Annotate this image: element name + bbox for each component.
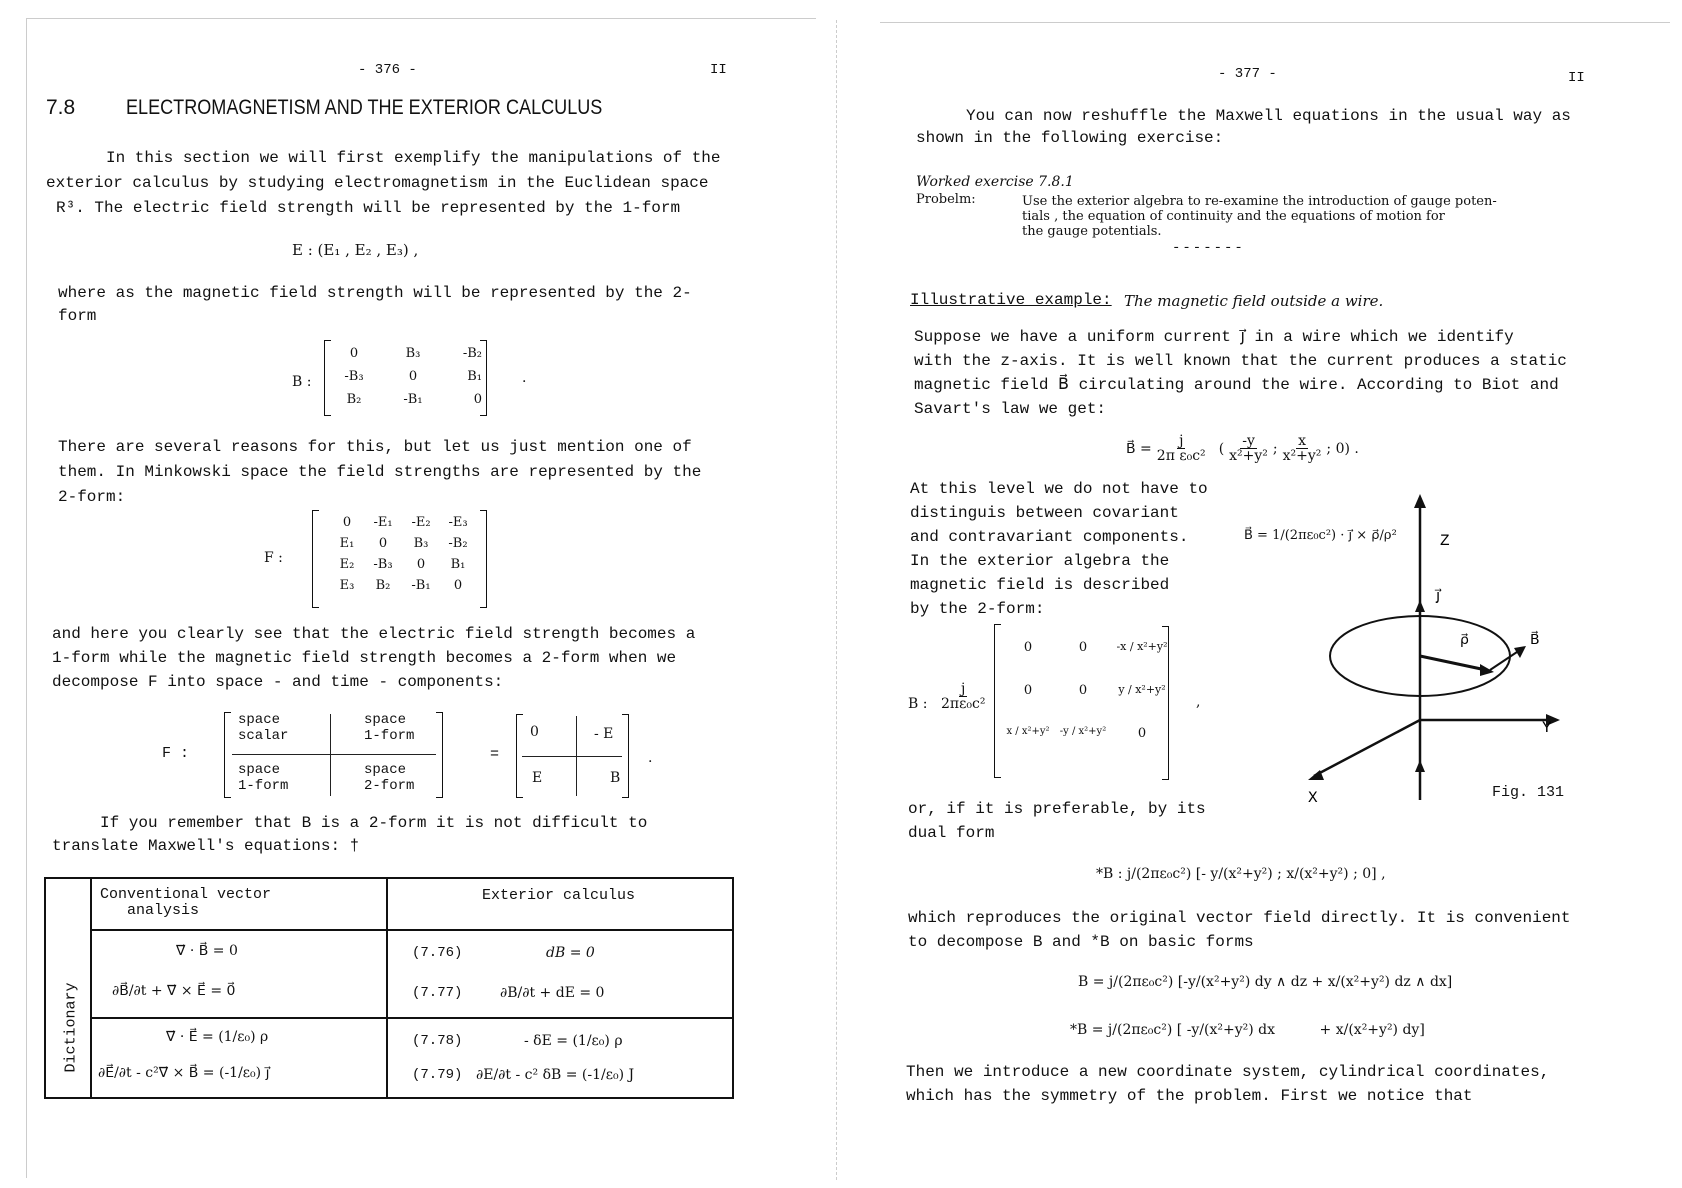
matrix-cell: y / x²+y² bbox=[1118, 683, 1166, 696]
left-page-number: - 376 - bbox=[358, 62, 417, 78]
text-line: 2-form: bbox=[58, 488, 126, 506]
left-page-left-border bbox=[26, 18, 27, 1178]
illustrative-title: The magnetic field outside a wire. bbox=[1124, 292, 1384, 310]
rho-vector bbox=[1420, 656, 1486, 670]
matrix-cell: B₁ bbox=[450, 557, 466, 572]
matrix-cell: 0 bbox=[453, 578, 463, 593]
text-line: where as the magnetic field strength will be represented by the 2- bbox=[58, 284, 692, 302]
text-line: magnetic field is described bbox=[910, 576, 1170, 594]
text-line: or, if it is preferable, by its bbox=[908, 800, 1206, 818]
z-label: Z bbox=[1440, 532, 1450, 550]
separator-dashes: ------- bbox=[1172, 240, 1245, 256]
text-line: by the 2-form: bbox=[910, 600, 1045, 618]
matrix-cell: -B₁ bbox=[403, 392, 423, 407]
worked-exercise-title: Worked exercise 7.8.1 bbox=[916, 174, 1074, 190]
text-line: Use the exterior algebra to re-examine the introduction of gauge poten- bbox=[1022, 194, 1497, 209]
biot-savart-equation: B⃗ = $\frac{j}{\text{2π ε₀c²}}$ ( $\frac{-y}{\text{x²+y²}}$ ; $\frac{x}{\text{x²+y²}}$ ; 0) . bbox=[1126, 433, 1359, 464]
F-label: F : bbox=[264, 550, 283, 566]
eq-number: (7.79) bbox=[412, 1067, 463, 1083]
comma: , bbox=[1196, 694, 1201, 710]
text-line: and here you clearly see that the electric field strength becomes a bbox=[52, 625, 696, 643]
matrix-cell: B₃ bbox=[413, 536, 429, 551]
block-bottom-left: space 1-form bbox=[238, 762, 289, 794]
matrix-cell: B₁ bbox=[467, 369, 482, 384]
right-paragraph-5 bbox=[908, 906, 1571, 954]
matrix-cell: 0 bbox=[1078, 640, 1088, 655]
text-line: Suppose we have a uniform current j⃗ in a wire which we identify bbox=[914, 328, 1514, 346]
section-title: ELECTROMAGNETISM AND THE EXTERIOR CALCULUS bbox=[126, 96, 603, 119]
left-paragraph-4 bbox=[52, 622, 695, 694]
equation-E: E : (E₁ , E₂ , E₃) , bbox=[292, 241, 419, 259]
arrow-head bbox=[1415, 600, 1425, 612]
matrix-cell: -B₂ bbox=[448, 536, 468, 551]
left-paragraph-5 bbox=[52, 812, 647, 858]
matrix-cell: -y / x²+y² bbox=[1059, 726, 1107, 737]
dictionary-table bbox=[44, 877, 734, 1099]
matrix-cell: 0 bbox=[408, 369, 418, 384]
denominator: x²+y² bbox=[1229, 448, 1268, 464]
bracket-left bbox=[994, 624, 1001, 778]
denominator: 2πε₀c² bbox=[941, 696, 986, 712]
F-matrix bbox=[330, 515, 476, 593]
figure-caption: Fig. 131 bbox=[1492, 784, 1565, 801]
text-line: In the exterior algebra the bbox=[910, 552, 1170, 570]
block-equals: = bbox=[490, 746, 500, 763]
denominator: x²+y² bbox=[1282, 448, 1322, 464]
text-line: shown in the following exercise: bbox=[916, 129, 1224, 147]
vector-eq: ∇⃗ · E⃗ = (1/ε₀) ρ bbox=[166, 1029, 269, 1045]
eq-lhs: B⃗ = bbox=[1126, 440, 1152, 457]
B-matrix bbox=[330, 346, 482, 407]
exterior-eq: dB = 0 bbox=[546, 945, 595, 961]
right-page-top-border bbox=[880, 22, 1670, 23]
x-label: X bbox=[1308, 789, 1318, 807]
matrix-cell: -E₃ bbox=[448, 515, 468, 530]
vector-eq: ∂B⃗/∂t + ∇⃗ × E⃗ = 0⃗ bbox=[112, 983, 236, 999]
table-head-right: Exterior calculus bbox=[482, 887, 636, 904]
matrix-cell: -B₃ bbox=[373, 557, 393, 572]
block-top-right: space 1-form bbox=[364, 712, 415, 744]
period: · bbox=[522, 374, 527, 390]
arrow-head bbox=[1480, 664, 1494, 676]
block-matrix-br: B bbox=[610, 770, 621, 786]
right-paragraph-3 bbox=[910, 477, 1208, 621]
matrix-cell: 0 bbox=[378, 536, 388, 551]
block-matrix-tl: 0 bbox=[530, 724, 539, 740]
matrix-cell: -B₁ bbox=[411, 578, 431, 593]
fraction bbox=[939, 682, 987, 711]
text-line: Then we introduce a new coordinate system, cylindrical coordinates, bbox=[906, 1063, 1550, 1081]
dual-form-equation: *B : j/(2πε₀c²) [- y/(x²+y²) ; x/(x²+y²) ; 0] , bbox=[1096, 866, 1386, 882]
decomposition-star-B: *B = j/(2πε₀c²) [ -y/(x²+y²) dx + x/(x²+y²) dy] bbox=[1070, 1022, 1425, 1038]
eq-number: (7.78) bbox=[412, 1033, 463, 1049]
eq-number: (7.77) bbox=[412, 985, 463, 1001]
block-F-label: F : bbox=[162, 745, 190, 762]
eq-number: (7.76) bbox=[412, 945, 463, 961]
matrix-cell: 0 bbox=[1078, 683, 1088, 698]
illustrative-label: Illustrative example: bbox=[910, 291, 1112, 309]
text-line: with the z-axis. It is well known that the current produces a static bbox=[914, 352, 1567, 370]
text-line: Savart's law we get: bbox=[914, 400, 1107, 418]
matrix-cell: x / x²+y² bbox=[1006, 726, 1050, 737]
table-side-label: Dictionary bbox=[62, 982, 80, 1073]
left-paragraph-1 bbox=[46, 146, 721, 221]
right-volume: II bbox=[1568, 70, 1585, 86]
text-line: translate Maxwell's equations: † bbox=[52, 837, 360, 855]
matrix-cell: 0 bbox=[1023, 683, 1033, 698]
fraction bbox=[1155, 434, 1208, 463]
table-divider bbox=[90, 879, 92, 1097]
text-line: the gauge potentials. bbox=[1022, 224, 1162, 239]
table-divider bbox=[90, 929, 732, 931]
vector-eq: ∇⃗ · B⃗ = 0 bbox=[176, 943, 238, 959]
text-line: At this level we do not have to bbox=[910, 480, 1208, 498]
text-line: magnetic field B⃗ circulating around the wire. According to Biot and bbox=[914, 376, 1559, 394]
numerator: x bbox=[1298, 433, 1306, 449]
numerator: j bbox=[1179, 433, 1184, 449]
B2-label: B : bbox=[908, 696, 928, 712]
right-paragraph-2 bbox=[914, 325, 1567, 421]
text-line: tials , the equation of continuity and the equations of motion for bbox=[1022, 209, 1445, 224]
B-vector bbox=[1490, 650, 1520, 670]
text-line: distinguis between covariant bbox=[910, 504, 1179, 522]
matrix-cell: E₁ bbox=[339, 536, 355, 551]
decomposition-B: B = j/(2πε₀c²) [-y/(x²+y²) dy ∧ dz + x/(x²+y²) dz ∧ dx] bbox=[1078, 974, 1453, 990]
right-paragraph-4 bbox=[908, 797, 1206, 845]
matrix-cell: -B₃ bbox=[344, 369, 364, 384]
exterior-eq: ∂B/∂t + dE = 0 bbox=[500, 985, 605, 1001]
matrix-cell: -x / x²+y² bbox=[1116, 640, 1168, 653]
text-line: You can now reshuffle the Maxwell equations in the usual way as bbox=[966, 107, 1571, 125]
text-line: which has the symmetry of the problem. First we notice that bbox=[906, 1087, 1473, 1105]
B-label: B : bbox=[292, 374, 312, 390]
exterior-eq: - δE = (1/ε₀) ρ bbox=[524, 1033, 623, 1049]
matrix-cell: E₃ bbox=[339, 578, 355, 593]
problem-label: Probelm: bbox=[916, 192, 976, 207]
text-line: exterior calculus by studying electromagnetism in the Euclidean space bbox=[46, 174, 709, 192]
bracket-right bbox=[480, 510, 487, 608]
section-number: 7.8 bbox=[46, 96, 76, 119]
gutter-marks bbox=[836, 20, 837, 1180]
figure-formula: B⃗ = 1/(2πε₀c²) · j⃗ × ρ⃗/ρ² bbox=[1244, 528, 1397, 543]
problem-text bbox=[1022, 194, 1497, 239]
numerator: -y bbox=[1242, 433, 1255, 449]
bracket-right bbox=[436, 712, 443, 798]
text-line: If you remember that B is a 2-form it is not difficult to bbox=[100, 814, 648, 832]
text-line: R³. The electric field strength will be represented by the 1-form bbox=[56, 199, 681, 217]
arrow-head bbox=[1414, 494, 1426, 508]
table-divider bbox=[386, 879, 388, 1097]
right-paragraph-1 bbox=[916, 105, 1571, 149]
matrix-cell: 0 bbox=[1023, 640, 1033, 655]
matrix-cell: -E₂ bbox=[411, 515, 431, 530]
matrix-cell: B₂ bbox=[375, 578, 391, 593]
left-paragraph-3 bbox=[58, 435, 701, 510]
matrix-cell: -B₂ bbox=[462, 346, 482, 361]
text-line: dual form bbox=[908, 824, 995, 842]
j-label: j⃗ bbox=[1436, 588, 1441, 605]
B2-matrix bbox=[1002, 640, 1172, 741]
fraction bbox=[1227, 434, 1270, 463]
exterior-eq: ∂E/∂t - c² δB = (-1/ε₀) J bbox=[476, 1067, 635, 1083]
right-page-number: - 377 - bbox=[1218, 66, 1277, 82]
bracket-right bbox=[622, 714, 629, 798]
matrix-cell: -E₁ bbox=[373, 515, 393, 530]
text-line: decompose F into space - and time - components: bbox=[52, 673, 504, 691]
text-line: In this section we will first exemplify the manipulations of the bbox=[106, 149, 721, 167]
matrix-cell: 0 bbox=[473, 392, 482, 407]
matrix-cell: 0 bbox=[349, 346, 359, 361]
period: . bbox=[648, 750, 653, 766]
arrow-head bbox=[1415, 760, 1425, 772]
block-divider bbox=[522, 756, 622, 757]
rho-label: ρ⃗ bbox=[1460, 633, 1469, 649]
text-line: form bbox=[58, 307, 97, 325]
text-line: and contravariant components. bbox=[910, 528, 1189, 546]
block-matrix-tr: - E bbox=[594, 726, 614, 742]
block-top-left: space scalar bbox=[238, 712, 289, 744]
B2-coefficient bbox=[936, 682, 990, 711]
left-paragraph-2 bbox=[58, 282, 692, 328]
text-line: to decompose B and *B on basic forms bbox=[908, 933, 1254, 951]
paren: ( bbox=[1218, 440, 1225, 457]
left-volume: II bbox=[710, 62, 727, 78]
right-paragraph-6 bbox=[906, 1060, 1549, 1108]
x-axis bbox=[1314, 720, 1420, 776]
block-matrix-bl: E bbox=[532, 770, 543, 786]
bracket-left bbox=[312, 510, 319, 608]
table-divider bbox=[90, 1017, 732, 1019]
figure-131 bbox=[1290, 490, 1630, 820]
text-line: them. In Minkowski space the field strengths are represented by the bbox=[58, 463, 702, 481]
fraction bbox=[1281, 434, 1324, 463]
eq-tail: ; 0) . bbox=[1326, 440, 1359, 457]
table-head-left: Conventional vector analysis bbox=[100, 886, 272, 919]
left-page-top-border bbox=[26, 18, 816, 19]
y-label: Y bbox=[1542, 719, 1552, 737]
vector-eq: ∂E⃗/∂t - c²∇⃗ × B⃗ = (-1/ε₀) j⃗ bbox=[98, 1065, 270, 1081]
text-line: There are several reasons for this, but let us just mention one of bbox=[58, 438, 692, 456]
matrix-cell: E₂ bbox=[339, 557, 355, 572]
text-line: which reproduces the original vector field directly. It is convenient bbox=[908, 909, 1571, 927]
block-bottom-right: space 2-form bbox=[364, 762, 415, 794]
matrix-cell: 0 bbox=[342, 515, 352, 530]
bracket-left bbox=[224, 712, 231, 798]
B-label-fig: B⃗ bbox=[1530, 633, 1540, 649]
numerator: j bbox=[961, 681, 966, 697]
matrix-cell: B₂ bbox=[346, 392, 362, 407]
text-line: 1-form while the magnetic field strength becomes a 2-form when we bbox=[52, 649, 677, 667]
block-divider bbox=[330, 714, 331, 796]
denominator: 2π ε₀c² bbox=[1156, 448, 1206, 464]
matrix-cell: B₃ bbox=[405, 346, 421, 361]
block-divider bbox=[232, 754, 436, 755]
matrix-cell: 0 bbox=[416, 557, 426, 572]
matrix-cell: 0 bbox=[1137, 726, 1147, 741]
